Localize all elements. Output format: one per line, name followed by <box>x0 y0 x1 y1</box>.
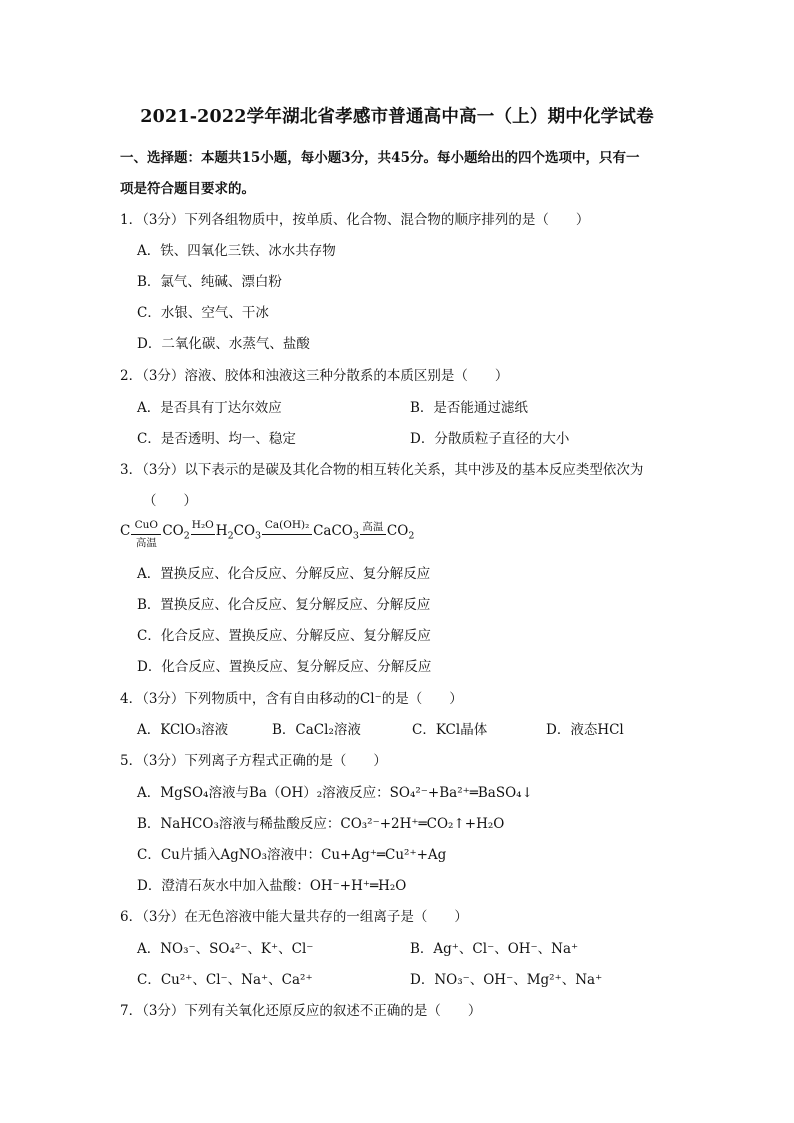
question-3-option-d: D．化合反应、置换反应、复分解反应、分解反应 <box>137 659 432 675</box>
question-5-option-d: D．澄清石灰水中加入盐酸：OH⁻+H⁺═H₂O <box>137 878 407 894</box>
question-5-stem: 5．（3分）下列离子方程式正确的是（ ） <box>120 753 387 769</box>
question-4-stem: 4．（3分）下列物质中，含有自由移动的Cl⁻的是（ ） <box>120 691 463 707</box>
arrow-1 <box>131 519 161 549</box>
question-3-stem: 3．（3分）以下表示的是碳及其化合物的相互转化关系，其中涉及的基本反应类型依次为 <box>120 462 644 478</box>
question-1-option-a: A．铁、四氧化三铁、冰水共存物 <box>137 243 336 259</box>
question-2-option-d: D．分散质粒子直径的大小 <box>410 431 570 447</box>
chain-caco3: CaCO$_3$ <box>313 523 359 542</box>
question-6-option-c: C．Cu²⁺、Cl⁻、Na⁺、Ca²⁺ <box>137 972 313 988</box>
arrow-1-reagent: CuO <box>134 519 159 531</box>
arrow-1-condition: 高温 <box>135 537 157 549</box>
question-1-stem: 1．（3分）下列各组物质中，按单质、化合物、混合物的顺序排列的是（ ） <box>120 212 590 228</box>
question-3-option-b: B．置换反应、化合反应、复分解反应、分解反应 <box>137 597 431 613</box>
question-3-option-a: A．置换反应、化合反应、分解反应、复分解反应 <box>137 566 431 582</box>
chain-co2-product: $CO_2$ <box>386 523 415 542</box>
arrow-4 <box>360 522 386 535</box>
question-4-option-b: B．CaCl₂溶液 <box>272 722 361 738</box>
chain-co2: $CO_2$ <box>162 523 190 542</box>
reaction-chain <box>120 519 415 549</box>
arrow-4-condition: 高温 <box>362 521 384 533</box>
page-title: 2021-2022学年湖北省孝感市普通高中高一（上）期中化学试卷 <box>140 107 654 127</box>
question-5-option-a: A．MgSO₄溶液与Ba（OH）₂溶液反应：SO₄²⁻+Ba²⁺═BaSO₄↓ <box>137 785 533 801</box>
question-2-stem: 2．（3分）溶液、胶体和浊液这三种分散系的本质区别是（ ） <box>120 368 509 384</box>
section-heading-line-1: 一、选择题：本题共15小题，每小题3分，共45分。每小题给出的四个选项中，只有一 <box>120 150 640 166</box>
question-1-option-d: D．二氧化碳、水蒸气、盐酸 <box>137 336 310 352</box>
chain-h2co3: $H_2CO_3$ <box>215 523 262 542</box>
question-1-option-c: C．水银、空气、干冰 <box>137 305 269 321</box>
question-3-answer-paren: （ ） <box>143 493 197 509</box>
question-3-option-c: C．化合反应、置换反应、分解反应、复分解反应 <box>137 628 431 644</box>
arrow-2-reagent: H₂O <box>191 519 214 531</box>
question-1-option-b: B．氯气、纯碱、漂白粉 <box>137 274 282 290</box>
question-6-option-a: A．NO₃⁻、SO₄²⁻、K⁺、Cl⁻ <box>137 941 314 957</box>
question-4-option-d: D．液态HCl <box>546 722 624 738</box>
question-5-option-b: B．NaHCO₃溶液与稀盐酸反应：CO₃²⁻+2H⁺═CO₂↑+H₂O <box>137 816 505 832</box>
question-2-option-a: A．是否具有丁达尔效应 <box>137 400 282 416</box>
question-6-option-b: B．Ag⁺、Cl⁻、OH⁻、Na⁺ <box>410 941 579 957</box>
chain-c: C <box>120 523 131 539</box>
question-4-option-c: C．KCl晶体 <box>412 722 488 738</box>
arrow-3-reagent: Ca(OH)₂ <box>264 519 310 531</box>
question-6-stem: 6．（3分）在无色溶液中能大量共存的一组离子是（ ） <box>120 909 468 925</box>
question-4-option-a: A．KClO₃溶液 <box>137 722 229 738</box>
arrow-2 <box>191 519 215 535</box>
question-6-option-d: D．NO₃⁻、OH⁻、Mg²⁺、Na⁺ <box>410 972 603 988</box>
question-7-stem: 7．（3分）下列有关氧化还原反应的叙述不正确的是（ ） <box>120 1003 482 1019</box>
question-2-option-b: B．是否能通过滤纸 <box>410 400 528 416</box>
question-2-option-c: C．是否透明、均一、稳定 <box>137 431 296 447</box>
arrow-3 <box>262 519 312 535</box>
question-5-option-c: C．Cu片插入AgNO₃溶液中：Cu+Ag⁺═Cu²⁺+Ag <box>137 847 447 863</box>
section-heading-line-2: 项是符合题目要求的。 <box>120 181 255 197</box>
